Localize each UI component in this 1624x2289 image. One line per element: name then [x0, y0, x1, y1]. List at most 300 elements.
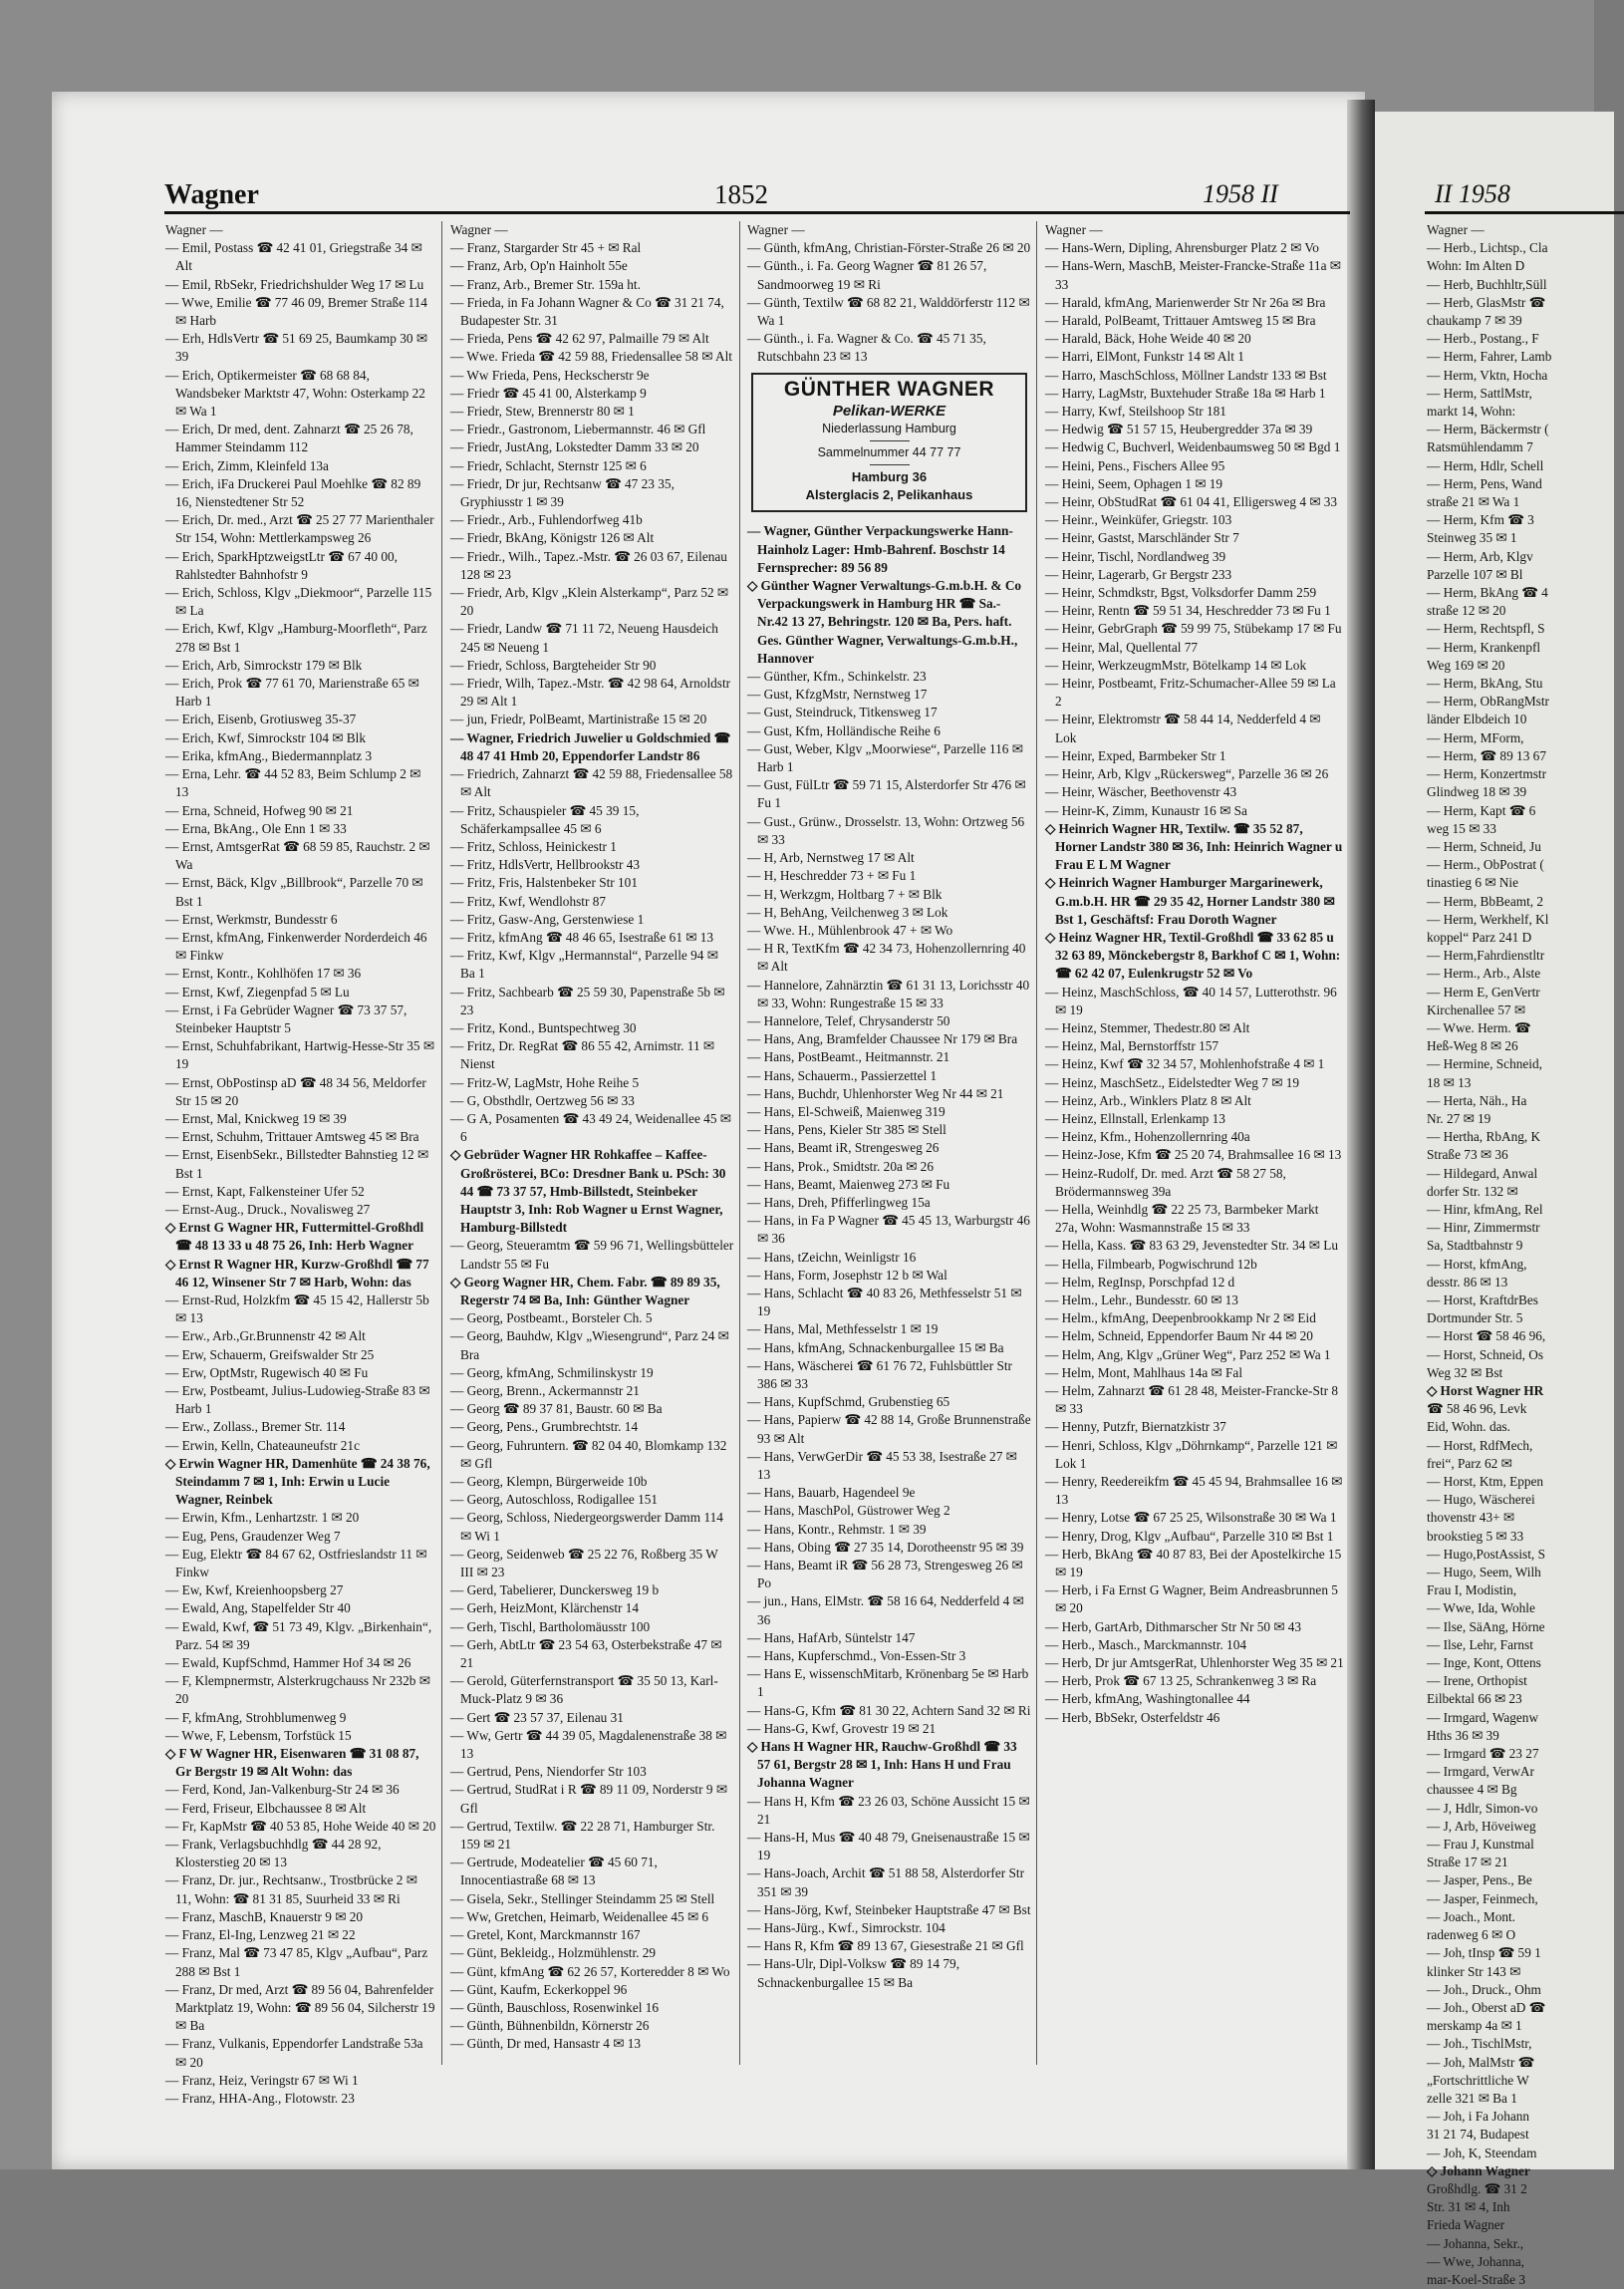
directory-entry: ◇ Hans H Wagner HR, Rauchw-Großhdl ☎ 33 57 61, Bergstr 28 ✉ 1, Inh: Hans H und Frau Johanna Wagner: [747, 1739, 1017, 1791]
ad-divider: [870, 440, 910, 441]
directory-entry: — Heinz, Mal, Bernstorffstr 157: [1045, 1038, 1219, 1054]
directory-entry: — Henri, Schloss, Klgv „Döhrnkamp“, Parzelle 121 ✉ Lok 1: [1045, 1437, 1338, 1471]
directory-entry: — F, Klempnermstr, Alsterkrugchauss Nr 232b ✉ 20: [165, 1673, 430, 1707]
directory-entry: 31 21 74, Budapest: [1427, 2127, 1529, 2143]
directory-entry: Weg 32 ✉ Bst: [1427, 1364, 1503, 1380]
directory-entry: — Herb, GlasMstr ☎: [1427, 294, 1546, 310]
directory-entry: — Hannelore, Zahnärztin ☎ 61 31 13, Lorichsstr 40 ✉ 33, Wohn: Rungestraße 15 ✉ 33: [747, 977, 1030, 1010]
directory-entry: — Gust, FülLtr ☎ 59 71 15, Alsterdorfer Str 476 ✉ Fu 1: [747, 777, 1026, 811]
directory-entry: — Herm, Kapt ☎ 6: [1427, 802, 1536, 818]
directory-entry: „Fortschrittliche W: [1427, 2072, 1529, 2088]
directory-entry: — Joh, i Fa Johann: [1427, 2109, 1530, 2125]
directory-entry: — Ew, Kwf, Kreienhoopsberg 27: [165, 1582, 344, 1598]
directory-entry: — Herb, i Fa Ernst G Wagner, Beim Andreasbrunnen 5 ✉ 20: [1045, 1582, 1338, 1616]
directory-entry: — Heinz, Ellnstall, Erlenkamp 13: [1045, 1110, 1225, 1126]
directory-entry: — Hans-Wern, MaschB, Meister-Francke-Straße 11a ✉ 33: [1045, 258, 1341, 292]
directory-entry: — Hans, El-Schweiß, Maienweg 319: [747, 1103, 946, 1119]
directory-entry: — Heinz-Rudolf, Dr. med. Arzt ☎ 58 27 58, Brödermannsweg 39a: [1045, 1165, 1286, 1199]
directory-entry: straße 12 ✉ 20: [1427, 603, 1506, 619]
directory-entry: Heß-Weg 8 ✉ 26: [1427, 1038, 1518, 1054]
directory-entry: — Henry, Drog, Klgv „Aufbau“, Parzelle 310 ✉ Bst 1: [1045, 1528, 1334, 1544]
column-2: [450, 221, 734, 2145]
directory-entry: koppel“ Parz 241 D: [1427, 929, 1532, 945]
directory-entry: — jun., Hans, ElMstr. ☎ 58 16 64, Nedderfeld 4 ✉ 36: [747, 1593, 1024, 1627]
directory-entry: — Heinr, Mal, Quellental 77: [1045, 639, 1199, 655]
directory-entry: — Erich, Prok ☎ 77 61 70, Marienstraße 65 ✉ Harb 1: [165, 676, 419, 710]
directory-entry: — Herm E, GenVertr: [1427, 984, 1540, 1000]
directory-entry: thovenstr 43+ ✉: [1427, 1510, 1515, 1526]
directory-entry: — Frieda, Pens ☎ 42 62 97, Palmaille 79 ✉ Alt: [450, 331, 709, 347]
directory-entry: — Hans-G, Kfm ☎ 81 30 22, Achtern Sand 32 ✉ Ri: [747, 1702, 1031, 1718]
directory-entry: — Harry, LagMstr, Buxtehuder Straße 18a ✉ Harb 1: [1045, 385, 1326, 401]
directory-entry: — Herm, ObRangMstr: [1427, 694, 1549, 710]
directory-entry: — Heinz, Kfm., Hohenzollernring 40a: [1045, 1129, 1250, 1145]
directory-entry: — Gertrude, Modeatelier ☎ 45 60 71, Innocentiastraße 68 ✉ 13: [450, 1855, 658, 1888]
directory-entry: — Erw., Arb.,Gr.Brunnenstr 42 ✉ Alt: [165, 1328, 366, 1344]
directory-entry: — F, kfmAng, Strohblumenweg 9: [165, 1709, 347, 1725]
directory-entry: — Herm, Werkhelf, Kl: [1427, 911, 1549, 927]
directory-entry: — Hans, Kupferschmd., Von-Essen-Str 3: [747, 1648, 966, 1664]
directory-entry: — Heini, Seem, Ophagen 1 ✉ 19: [1045, 475, 1223, 491]
directory-entry: — Erna, Schneid, Hofweg 90 ✉ 21: [165, 802, 354, 818]
directory-entry: — Hans, Kontr., Rehmstr. 1 ✉ 39: [747, 1521, 927, 1537]
directory-entry: — Helm, Mont, Mahlhaus 14a ✉ Fal: [1045, 1364, 1243, 1380]
directory-entry: — Ernst, Kapt, Falkensteiner Ufer 52: [165, 1183, 365, 1199]
ad-branch: Niederlassung Hamburg: [822, 422, 956, 436]
directory-entry: — Franz, Dr med, Arzt ☎ 89 56 04, Bahrenfelder Marktplatz 19, Wohn: ☎ 89 56 04, Silcherstr 19 ✉ Ba: [165, 1981, 435, 2034]
directory-entry: — Hans-Joach, Archit ☎ 51 88 58, Alsterdorfer Str 351 ✉ 39: [747, 1865, 1025, 1899]
directory-entry: — Eug, Elektr ☎ 84 67 62, Ostfrieslandstr 11 ✉ Finkw: [165, 1546, 427, 1580]
directory-entry: ◇ Gebrüder Wagner HR Rohkaffee – Kaffee-Großrösterei, BCo: Dresdner Bank u. PSch: 30 44 ☎ 73 37 57, Hmb-Billstedt, Steinbeker Hauptstr 3, Inh: Rob Wagner u Ernst Wagner, Hamburg-Billstedt: [450, 1147, 726, 1236]
directory-entry: — Georg, Brenn., Ackermannstr 21: [450, 1383, 640, 1398]
directory-entry: — Günt, Bekleidg., Holzmühlenstr. 29: [450, 1945, 657, 1961]
directory-entry: — Herb, kfmAng, Washingtonallee 44: [1045, 1691, 1250, 1707]
directory-entry: — Franz, Heiz, Veringstr 67 ✉ Wi 1: [165, 2072, 359, 2088]
ad-address: Alsterglacis 2, Pelikanhaus: [805, 487, 973, 503]
directory-entry: — Hinr, Zimmermstr: [1427, 1220, 1540, 1236]
directory-entry: — Johanna, Sekr.,: [1427, 2235, 1524, 2251]
directory-entry: — Heinr., Weinküfer, Griegstr. 103: [1045, 512, 1232, 528]
directory-entry: — Friedr., Gastronom, Liebermannstr. 46 ✉ Gfl: [450, 422, 706, 437]
directory-entry: — Erich, Arb, Simrockstr 179 ✉ Blk: [165, 657, 363, 673]
directory-entry: mar-Koel-Straße 3: [1427, 2271, 1526, 2287]
directory-entry: — Harro, MaschSchloss, Möllner Landstr 133 ✉ Bst: [1045, 367, 1327, 383]
directory-entry: — Joh, tInsp ☎ 59 1: [1427, 1945, 1541, 1961]
directory-entry: — Herm, SattlMstr,: [1427, 385, 1532, 401]
directory-entry: — Herb, BkAng ☎ 40 87 83, Bei der Apostelkirche 15 ✉ 19: [1045, 1546, 1342, 1580]
directory-entry: Dortmunder Str. 5: [1427, 1310, 1523, 1326]
directory-entry: — Gerold, Güterfernstransport ☎ 35 50 13, Karl-Muck-Platz 9 ✉ 36: [450, 1673, 718, 1707]
directory-entry: — H, Heschredder 73 + ✉ Fu 1: [747, 868, 917, 884]
ad-city: Hamburg 36: [851, 469, 928, 485]
directory-entry: — Harry, Kwf, Steilshoop Str 181: [1045, 404, 1226, 420]
directory-entry: — Erna, Lehr. ☎ 44 52 83, Beim Schlump 2 ✉ 13: [165, 766, 421, 800]
directory-entry: — Franz, HHA-Ang., Flotowstr. 23: [165, 2090, 355, 2106]
directory-entry: — Ernst-Aug., Druck., Novalisweg 27: [165, 1201, 371, 1217]
directory-entry: — Herm, ☎ 89 13 67: [1427, 747, 1546, 763]
directory-entry: ◇ Heinrich Wagner HR, Textilw. ☎ 35 52 87, Horner Landstr 380 ✉ 36, Inh: Heinrich Wagner u Frau E L M Wagner: [1045, 820, 1343, 873]
directory-entry: — Franz, Arb, Op'n Hainholt 55e: [450, 258, 628, 274]
directory-entry: — Gerh, AbtLtr ☎ 23 54 63, Osterbekstraße 47 ✉ 21: [450, 1636, 722, 1671]
directory-entry: — Herb., Lichtsp., Cla: [1427, 240, 1548, 256]
ad-company-name: GÜNTHER WAGNER: [783, 377, 995, 401]
directory-entry: — Heinr, Arb, Klgv „Rückersweg“, Parzelle 36 ✉ 26: [1045, 766, 1329, 782]
running-head-year-right: II 1958: [1435, 179, 1510, 208]
directory-entry: — Horst, Ktm, Eppen: [1427, 1474, 1544, 1490]
directory-entry: — Georg, Schloss, Niedergeorgswerder Damm 114 ✉ Wi 1: [450, 1510, 723, 1544]
directory-entry: — Eug, Pens, Graudenzer Weg 7: [165, 1528, 341, 1544]
directory-entry: — Ernst, i Fa Gebrüder Wagner ☎ 73 37 57, Steinbeker Hauptstr 5: [165, 1001, 407, 1035]
directory-entry: — Friedrich, Zahnarzt ☎ 42 59 88, Friedensallee 58 ✉ Alt: [450, 766, 733, 800]
directory-entry: ◇ Georg Wagner HR, Chem. Fabr. ☎ 89 89 35, Regerstr 74 ✉ Ba, Inh: Günther Wagner: [450, 1274, 720, 1307]
directory-entry: — Wwe. H., Mühlenbrook 47 + ✉ Wo: [747, 922, 953, 938]
directory-entry: straße 21 ✉ Wa 1: [1427, 494, 1520, 510]
directory-entry: ◇ Horst Wagner HR: [1427, 1383, 1544, 1398]
directory-entry: — Herm, Pens, Wand: [1427, 475, 1542, 491]
directory-entry: 18 ✉ 13: [1427, 1074, 1472, 1090]
directory-entry: — Hans, Prok., Smidtstr. 20a ✉ 26: [747, 1158, 934, 1174]
directory-entry: — Hella, Weinhdlg ☎ 22 25 73, Barmbeker Markt 27a, Wohn: Wasmannstraße 15 ✉ 33: [1045, 1201, 1319, 1236]
directory-entry: — Herm, BbBeamt, 2: [1427, 893, 1544, 909]
directory-entry: — Herm., ObPostrat (: [1427, 857, 1544, 873]
directory-entry: ◇ Ernst R Wagner HR, Kurzw-Großhdl ☎ 77 46 12, Winsener Str 7 ✉ Harb, Wohn: das: [165, 1256, 429, 1289]
column-head: Wagner —: [1427, 222, 1485, 237]
directory-entry: — Hans, Mal, Methfesselstr 1 ✉ 19: [747, 1321, 939, 1337]
directory-entry: — Hans, Obing ☎ 27 35 14, Dorotheenstr 95 ✉ 39: [747, 1539, 1024, 1555]
directory-entry: — Georg ☎ 89 37 81, Baustr. 60 ✉ Ba: [450, 1401, 663, 1417]
directory-entry: — Horst, RdfMech,: [1427, 1437, 1533, 1453]
directory-entry: ◇ F W Wagner HR, Eisenwaren ☎ 31 08 87, Gr Bergstr 19 ✉ Alt Wohn: das: [165, 1746, 419, 1780]
directory-entry: Steinweg 35 ✉ 1: [1427, 530, 1517, 546]
directory-entry: — Ernst, Kwf, Ziegenpfad 5 ✉ Lu: [165, 984, 350, 1000]
directory-entry: — Gertrud, Textilw. ☎ 22 28 71, Hamburger Str. 159 ✉ 21: [450, 1818, 715, 1853]
directory-entry: — Herm, Schneid, Ju: [1427, 838, 1541, 854]
directory-entry: — Fritz, Sachbearb ☎ 25 59 30, Papenstraße 5b ✉ 23: [450, 984, 725, 1017]
directory-entry: — Georg, Fuhruntern. ☎ 82 04 40, Blomkamp 132 ✉ Gfl: [450, 1437, 727, 1471]
directory-entry: — Irene, Orthopist: [1427, 1673, 1527, 1689]
directory-entry: — Günth, kfmAng, Christian-Förster-Straße 26 ✉ 20: [747, 240, 1031, 256]
directory-entry: — Günth., i. Fa. Wagner & Co. ☎ 45 71 35, Rutschbahn 23 ✉ 13: [747, 331, 986, 365]
directory-entry: Straße 17 ✉ 21: [1427, 1855, 1508, 1870]
directory-entry: — Georg, kfmAng, Schmilinskystr 19: [450, 1364, 654, 1380]
directory-entry: — Hans, Dreh, Pfifferlingweg 15a: [747, 1194, 931, 1210]
directory-entry: — Gust., Grünw., Drosselstr. 13, Wohn: Ortzweg 56 ✉ 33: [747, 813, 1025, 847]
directory-entry: Eid, Wohn. das.: [1427, 1419, 1511, 1435]
directory-entry: — Gust, Kfm, Holländische Reihe 6: [747, 722, 941, 738]
directory-entry: — Horst, Schneid, Os: [1427, 1346, 1544, 1362]
ad-brand: Pelikan-WERKE: [832, 402, 947, 420]
directory-entry: — Herm, MForm,: [1427, 729, 1524, 745]
directory-entry: — Erich, Kwf, Simrockstr 104 ✉ Blk: [165, 729, 366, 745]
directory-entry: — Hertha, RbAng, K: [1427, 1129, 1541, 1145]
directory-entry: — Erich, SparkHptzweigstLtr ☎ 67 40 00, Rahlstedter Bahnhofstr 9: [165, 548, 398, 582]
directory-entry: — Heinr, Schmdkstr, Bgst, Volksdorfer Damm 259: [1045, 585, 1317, 601]
directory-entry: — Friedr ☎ 45 41 00, Alsterkamp 9: [450, 385, 647, 401]
directory-entry: — Fritz, Kond., Buntspechtweg 30: [450, 1019, 637, 1035]
directory-entry: — Friedr, Arb, Klgv „Klein Alsterkamp“, Parz 52 ✉ 20: [450, 585, 729, 619]
directory-entry: — Ernst, Werkmstr, Bundesstr 6: [165, 911, 338, 927]
directory-entry: — Wagner, Friedrich Juwelier u Goldschmied ☎ 48 47 41 Hmb 20, Eppendorfer Landstr 86: [450, 729, 731, 763]
right-page-column: [1427, 221, 1601, 2287]
directory-entry: — Ww, Gertr ☎ 44 39 05, Magdalenenstraße 38 ✉ 13: [450, 1727, 727, 1762]
directory-entry: — Fritz-W, LagMstr, Hohe Reihe 5: [450, 1074, 640, 1090]
directory-entry: Parzelle 107 ✉ Bl: [1427, 566, 1523, 582]
directory-entry: — Günth., i. Fa. Georg Wagner ☎ 81 26 57, Sandmoorweg 19 ✉ Ri: [747, 258, 987, 292]
entry-list: [1427, 239, 1601, 2289]
directory-entry: — Hans, Wäscherei ☎ 61 76 72, Fuhlsbüttler Str 386 ✉ 33: [747, 1357, 1012, 1391]
directory-entry: — H, Werkzgm, Holtbarg 7 + ✉ Blk: [747, 886, 943, 902]
directory-entry: — Hannelore, Telef, Chrysanderstr 50: [747, 1012, 950, 1028]
directory-entry: länder Elbdeich 10: [1427, 712, 1527, 727]
directory-entry: — Hans-Wern, Dipling, Ahrensburger Platz 2 ✉ Vo: [1045, 240, 1319, 256]
directory-entry: Nr. 27 ✉ 19: [1427, 1110, 1491, 1126]
directory-entry: — Ferd, Friseur, Elbchaussee 8 ✉ Alt: [165, 1800, 367, 1816]
directory-entry: — Georg, Postbeamt., Borsteler Ch. 5: [450, 1310, 653, 1326]
directory-entry: — Friedr, JustAng, Lokstedter Damm 33 ✉ 20: [450, 439, 699, 455]
directory-entry: — Wwe, Johanna,: [1427, 2253, 1524, 2269]
directory-entry: — Emil, Postass ☎ 42 41 01, Griegstraße 34 ✉ Alt: [165, 240, 422, 274]
directory-entry: — Joh, K, Steendam: [1427, 2145, 1537, 2160]
directory-entry: zelle 321 ✉ Ba 1: [1427, 2090, 1517, 2106]
directory-entry: — Günth, Bühnenbildn, Körnerstr 26: [450, 2018, 650, 2034]
directory-entry: — Heinz-Jose, Kfm ☎ 25 20 74, Brahmsallee 16 ✉ 13: [1045, 1147, 1342, 1163]
directory-entry: — Erw., Zollass., Bremer Str. 114: [165, 1419, 346, 1435]
directory-entry: — Heinr, ObStudRat ☎ 61 04 41, Elligersweg 4 ✉ 33: [1045, 494, 1338, 510]
directory-entry: — Hans-H, Mus ☎ 40 48 79, Gneisenaustraße 15 ✉ 19: [747, 1830, 1030, 1863]
directory-entry: — Franz, Stargarder Str 45 + ✉ Ral: [450, 240, 642, 256]
directory-entry: — Erich, Eisenb, Grotiusweg 35-37: [165, 712, 357, 727]
directory-entry: — Erich, Kwf, Klgv „Hamburg-Moorfleth“, Parz 278 ✉ Bst 1: [165, 621, 427, 655]
directory-entry: — Harald, kfmAng, Marienwerder Str Nr 26a ✉ Bra: [1045, 294, 1326, 310]
directory-entry: — Hildegard, Anwal: [1427, 1165, 1538, 1181]
directory-entry: Großhdlg. ☎ 31 2: [1427, 2180, 1527, 2196]
directory-entry: — G, Obsthdlr, Oertzweg 56 ✉ 33: [450, 1092, 635, 1108]
directory-entry: — Herm, Vktn, Hocha: [1427, 367, 1548, 383]
directory-entry: — Gretel, Kont, Marckmannstr 167: [450, 1927, 641, 1943]
directory-entry: Kirchenallee 57 ✉: [1427, 1001, 1526, 1017]
directory-entry: — Heini, Pens., Fischers Allee 95: [1045, 457, 1225, 473]
directory-entry: — Erika, kfmAng., Biedermannplatz 3: [165, 747, 373, 763]
directory-entry: — Hans R, Kfm ☎ 89 13 67, Giesestraße 21 ✉ Gfl: [747, 1938, 1024, 1954]
directory-entry: — Heinz, Stemmer, Thedestr.80 ✉ Alt: [1045, 1019, 1250, 1035]
directory-entry: — Heinr, Wäscher, Beethovenstr 43: [1045, 784, 1237, 800]
column-head: Wagner —: [450, 222, 508, 237]
directory-entry: — Horst, kfmAng,: [1427, 1256, 1527, 1272]
directory-entry: — Wwe, Ida, Wohle: [1427, 1600, 1535, 1616]
header-rule: [164, 211, 1350, 214]
entry-list: [165, 239, 436, 2108]
directory-entry: — Fritz, Kwf, Klgv „Hermannstal“, Parzelle 94 ✉ Ba 1: [450, 948, 718, 982]
directory-entry: — Hans, Schlacht ☎ 40 83 26, Methfesselstr 51 ✉ 19: [747, 1285, 1022, 1319]
directory-entry: — Ernst, ObPostinsp aD ☎ 48 34 56, Meldorfer Str 15 ✉ 20: [165, 1074, 426, 1108]
directory-entry: — Erw, Schauerm, Greifswalder Str 25: [165, 1346, 375, 1362]
directory-entry: — Heinr, Exped, Barmbeker Str 1: [1045, 747, 1226, 763]
column-rule: [1036, 221, 1037, 2065]
directory-entry: — Irmgard ☎ 23 27: [1427, 1746, 1539, 1762]
directory-entry: — Ernst, Mal, Knickweg 19 ✉ 39: [165, 1110, 347, 1126]
directory-entry: — Henry, Reedereikfm ☎ 45 45 94, Brahmsallee 16 ✉ 13: [1045, 1474, 1343, 1508]
directory-entry: — Hans, Beamt, Maienweg 273 ✉ Fu: [747, 1176, 950, 1192]
directory-entry: — Erich, Zimm, Kleinfeld 13a: [165, 457, 329, 473]
directory-entry: — Herm, BkAng ☎ 4: [1427, 585, 1548, 601]
directory-entry: Eilbektal 66 ✉ 23: [1427, 1691, 1522, 1707]
directory-entry: — Hans, in Fa P Wagner ☎ 45 45 13, Warburgstr 46 ✉ 36: [747, 1213, 1030, 1247]
directory-entry: ◇ Heinz Wagner HR, Textil-Großhdl ☎ 33 62 85 u 32 63 89, Mönckebergstr 8, Barkhof C ✉ 1, Wohn: ☎ 62 42 07, Eulenkrugstr 52 ✉ Vo: [1045, 929, 1341, 982]
directory-entry: — Horst ☎ 58 46 96,: [1427, 1328, 1546, 1344]
directory-entry: — Hans, Ang, Bramfelder Chaussee Nr 179 ✉ Bra: [747, 1031, 1018, 1047]
directory-entry: — Fritz, Gasw-Ang, Gerstenwiese 1: [450, 911, 645, 927]
directory-entry: — Frieda, in Fa Johann Wagner & Co ☎ 31 21 74, Budapester Str. 31: [450, 294, 724, 329]
directory-entry: — Fritz, Schloss, Heinickestr 1: [450, 838, 617, 854]
column-rule: [441, 221, 442, 2065]
directory-entry: — Herm, Fahrer, Lamb: [1427, 349, 1552, 365]
directory-entry: chaussee 4 ✉ Bg: [1427, 1782, 1517, 1798]
column-head: Wagner —: [747, 222, 805, 237]
directory-entry: — Hans, Bauarb, Hagendeel 9e: [747, 1485, 916, 1501]
directory-entry: — Frau J, Kunstmal: [1427, 1837, 1534, 1853]
directory-entry: — Hinr, kfmAng, Rel: [1427, 1201, 1543, 1217]
directory-entry: — Gisela, Sekr., Stellinger Steindamm 25 ✉ Stell: [450, 1890, 715, 1906]
directory-entry: — Heinz, MaschSchloss, ☎ 40 14 57, Lutterothstr. 96 ✉ 19: [1045, 984, 1337, 1017]
directory-entry: — Hans, Pens, Kieler Str 385 ✉ Stell: [747, 1122, 947, 1138]
directory-entry: — Herm, Hdlr, Schell: [1427, 457, 1544, 473]
directory-entry: — Joh., TischlMstr,: [1427, 2036, 1532, 2052]
directory-entry: — Helm, Zahnarzt ☎ 61 28 48, Meister-Francke-Str 8 ✉ 33: [1045, 1383, 1338, 1417]
directory-entry: — J, Arb, Höveiweg: [1427, 1818, 1536, 1834]
directory-entry: — Erh, HdlsVertr ☎ 51 69 25, Baumkamp 30 ✉ 39: [165, 331, 427, 365]
directory-entry: — Hedwig ☎ 51 57 15, Heubergredder 37a ✉ 39: [1045, 422, 1313, 437]
directory-entry: — Joh, MalMstr ☎: [1427, 2054, 1535, 2070]
directory-entry: — Hermine, Schneid,: [1427, 1056, 1542, 1072]
directory-entry: — Ernst, Schuhm, Trittauer Amtsweg 45 ✉ Bra: [165, 1129, 419, 1145]
directory-entry: — Günth, Textilw ☎ 68 82 21, Walddörferstr 112 ✉ Wa 1: [747, 294, 1030, 329]
directory-entry: — Ernst, Schuhfabrikant, Hartwig-Hesse-Str 35 ✉ 19: [165, 1038, 435, 1072]
directory-entry: — Hans H, Kfm ☎ 23 26 03, Schöne Aussicht 15 ✉ 21: [747, 1793, 1030, 1827]
directory-entry: Str. 31 ✉ 4, Inh: [1427, 2199, 1510, 2215]
directory-entry: — Joach., Mont.: [1427, 1908, 1516, 1924]
directory-entry: — Friedr, Landw ☎ 71 11 72, Neueng Hausdeich 245 ✉ Neueng 1: [450, 621, 718, 655]
directory-entry: — Friedr., Wilh., Tapez.-Mstr. ☎ 26 03 67, Eilenau 128 ✉ 23: [450, 548, 727, 582]
directory-entry: — Friedr, BkAng, Königstr 126 ✉ Alt: [450, 530, 655, 546]
directory-entry: — Hans, KupfSchmd, Grubenstieg 65: [747, 1394, 950, 1410]
directory-entry: Straße 73 ✉ 36: [1427, 1147, 1508, 1163]
running-head-name: Wagner: [164, 179, 259, 210]
directory-entry: — Emil, RbSekr, Friedrichshulder Weg 17 ✉ Lu: [165, 276, 424, 292]
directory-entry: — Herb., Postang., F: [1427, 331, 1539, 347]
directory-entry: — Horst, KraftdrBes: [1427, 1291, 1538, 1307]
directory-entry: — H, BehAng, Veilchenweg 3 ✉ Lok: [747, 904, 948, 920]
directory-entry: — Gerd, Tabelierer, Dunckersweg 19 b: [450, 1582, 660, 1598]
directory-entry: — Ilse, Lehr, Farnst: [1427, 1636, 1533, 1652]
directory-entry: — Gust, Weber, Klgv „Moorwiese“, Parzelle 116 ✉ Harb 1: [747, 740, 1023, 775]
directory-entry: — Ernst, Kontr., Kohlhöfen 17 ✉ 36: [165, 966, 362, 982]
header-rule-right: [1425, 211, 1624, 214]
directory-entry: ◇ Günther Wagner Verwaltungs-G.m.b.H. & Co Verpackungswerk in Hamburg HR ☎ Sa.-Nr.42 13 27, Behringstr. 120 ✉ Ba, Pers. haft. Ges. Günther Wagner, Verwaltungs-G.m.b.H., Hannover: [747, 578, 1022, 666]
directory-entry: — Gust, Steindruck, Titkensweg 17: [747, 705, 938, 720]
directory-entry: — Fr, KapMstr ☎ 40 53 85, Hohe Weide 40 ✉ 20: [165, 1818, 436, 1834]
directory-entry: — Hedwig C, Buchverl, Weidenbaumsweg 50 ✉ Bgd 1: [1045, 439, 1341, 455]
running-head-year-left: 1958 II: [1203, 179, 1278, 208]
directory-entry: — Ernst-Rud, Holzkfm ☎ 45 15 42, Hallerstr 5b ✉ 13: [165, 1291, 429, 1326]
column-head: Wagner —: [1045, 222, 1103, 237]
directory-entry: — Herb., Masch., Marckmannstr. 104: [1045, 1636, 1246, 1652]
directory-entry: — Wagner, Günther Verpackungswerke Hann-Hainholz Lager: Hmb-Bahrenf. Boschstr 14 Fernsprecher: 89 56 89: [747, 523, 1013, 575]
directory-entry: — Heinr, Gastst, Marschländer Str 7: [1045, 530, 1239, 546]
directory-entry: — Frank, Verlagsbuchhdlg ☎ 44 28 92, Klosterstieg 20 ✉ 13: [165, 1837, 382, 1870]
directory-entry: — Helm, Schneid, Eppendorfer Baum Nr 44 ✉ 20: [1045, 1328, 1313, 1344]
directory-entry: — Georg, Klempn, Bürgerweide 10b: [450, 1474, 648, 1490]
directory-entry: — Franz, Vulkanis, Eppendorfer Landstraße 53a ✉ 20: [165, 2036, 423, 2070]
directory-entry: — Helm, Ang, Klgv „Grüner Weg“, Parz 252 ✉ Wa 1: [1045, 1346, 1331, 1362]
column-rule: [739, 221, 740, 2065]
directory-entry: — Erich, iFa Druckerei Paul Moehlke ☎ 82 89 16, Nienstedtener Str 52: [165, 475, 421, 510]
directory-entry: — Erwin, Kelln, Chateauneufstr 21c: [165, 1437, 360, 1453]
directory-entry: — Herm, Krankenpfl: [1427, 639, 1541, 655]
directory-entry: — Harri, ElMont, Funkstr 14 ✉ Alt 1: [1045, 349, 1244, 365]
directory-entry: — Friedr, Stew, Brennerstr 80 ✉ 1: [450, 404, 635, 420]
ad-divider: [870, 464, 910, 465]
directory-entry: ☎ 58 46 96, Levk: [1427, 1401, 1527, 1417]
directory-entry: Frau I, Modistin,: [1427, 1582, 1517, 1598]
directory-entry: — J, Hdlr, Simon-vo: [1427, 1800, 1538, 1816]
entry-list: [747, 239, 1031, 366]
directory-entry: — Ernst, Bäck, Klgv „Billbrook“, Parzelle 70 ✉ Bst 1: [165, 875, 423, 909]
directory-entry: — Heinz, Arb., Winklers Platz 8 ✉ Alt: [1045, 1092, 1251, 1108]
directory-entry: markt 14, Wohn:: [1427, 404, 1516, 420]
directory-entry: — Georg, Autoschloss, Rodigallee 151: [450, 1492, 659, 1508]
directory-entry: — Friedr., Arb., Fuhlendorfweg 41b: [450, 512, 643, 528]
directory-entry: — Heinr, Lagerarb, Gr Bergstr 233: [1045, 566, 1232, 582]
directory-entry: — Jasper, Pens., Be: [1427, 1872, 1532, 1888]
directory-entry: weg 15 ✉ 33: [1427, 820, 1496, 836]
directory-entry: — Ewald, Kwf, ☎ 51 73 49, Klgv. „Birkenhain“, Parz. 54 ✉ 39: [165, 1618, 432, 1652]
directory-entry: — Erich, Schloss, Klgv „Diekmoor“, Parzelle 115 ✉ La: [165, 585, 432, 619]
directory-entry: — Franz, El-Ing, Lenzweg 21 ✉ 22: [165, 1927, 356, 1943]
directory-entry: — jun, Friedr, PolBeamt, Martinistraße 15 ✉ 20: [450, 712, 707, 727]
directory-entry: — Hans, tZeichn, Weinligstr 16: [747, 1249, 917, 1265]
directory-entry: radenweg 6 ✉ O: [1427, 1927, 1516, 1943]
directory-entry: — Hans E, wissenschMitarb, Krönenbarg 5e ✉ Harb 1: [747, 1666, 1029, 1700]
directory-entry: — Fritz, Kwf, Wendlohstr 87: [450, 893, 607, 909]
directory-entry: — Hans-G, Kwf, Grovestr 19 ✉ 21: [747, 1720, 937, 1736]
directory-entry: — Günth, Bauschloss, Rosenwinkel 16: [450, 1999, 660, 2015]
directory-entry: — Heinr, Postbeamt, Fritz-Schumacher-Allee 59 ✉ La 2: [1045, 676, 1336, 710]
directory-entry: — G A, Posamenten ☎ 43 49 24, Weidenallee 45 ✉ 6: [450, 1110, 731, 1145]
directory-entry: — H R, TextKfm ☎ 42 34 73, Hohenzollernring 40 ✉ Alt: [747, 941, 1026, 975]
directory-entry: brookstieg 5 ✉ 33: [1427, 1528, 1524, 1544]
directory-entry: — Heinz, Kwf ☎ 32 34 57, Mohlenhofstraße 4 ✉ 1: [1045, 1056, 1325, 1072]
directory-entry: chaukamp 7 ✉ 39: [1427, 313, 1522, 329]
directory-entry: — Ww Frieda, Pens, Heckscherstr 9e: [450, 367, 650, 383]
directory-entry: Sa, Stadtbahnstr 9: [1427, 1238, 1523, 1254]
ad-phone: Sammelnummer 44 77 77: [817, 445, 961, 460]
directory-entry: — Günt, kfmAng ☎ 62 26 57, Korteredder 8 ✉ Wo: [450, 1963, 730, 1979]
directory-entry: — Erich, Optikermeister ☎ 68 68 84, Wandsbeker Marktstr 47, Wohn: Osterkamp 22 ✉ Wa 1: [165, 367, 425, 420]
directory-entry: ◇ Heinrich Wagner Hamburger Margarinewerk, G.m.b.H. HR ☎ 29 35 42, Horner Landstr 380 ✉ Bst 1, Geschäftsf: Frau Doroth Wagner: [1045, 875, 1335, 927]
directory-entry: — Georg, Steueramtm ☎ 59 96 71, Wellingsbütteler Landstr 55 ✉ Fu: [450, 1238, 734, 1272]
directory-entry: — Heinr, Rentn ☎ 59 51 34, Heschredder 73 ✉ Fu 1: [1045, 603, 1331, 619]
directory-entry: — Gertrud, Pens, Niendorfer Str 103: [450, 1764, 647, 1780]
directory-entry: — Ilse, SäAng, Hörne: [1427, 1618, 1545, 1634]
directory-entry: — Wwe. Frieda ☎ 42 59 88, Friedensallee 58 ✉ Alt: [450, 349, 733, 365]
directory-entry: — Hans, Papierw ☎ 42 88 14, Große Brunnenstraße 93 ✉ Alt: [747, 1412, 1031, 1446]
directory-entry: — Friedr, Schlacht, Sternstr 125 ✉ 6: [450, 457, 647, 473]
directory-entry: — Helm., kfmAng, Deepenbrookkamp Nr 2 ✉ Eid: [1045, 1310, 1316, 1326]
directory-entry: frei“, Parz 62 ✉: [1427, 1455, 1512, 1471]
directory-entry: — Hans, Form, Josephstr 12 b ✉ Wal: [747, 1267, 947, 1283]
directory-entry: — Heinr, GebrGraph ☎ 59 99 75, Stübekamp 17 ✉ Fu: [1045, 621, 1342, 637]
directory-entry: — Herb, Buchhltr,Süll: [1427, 276, 1547, 292]
